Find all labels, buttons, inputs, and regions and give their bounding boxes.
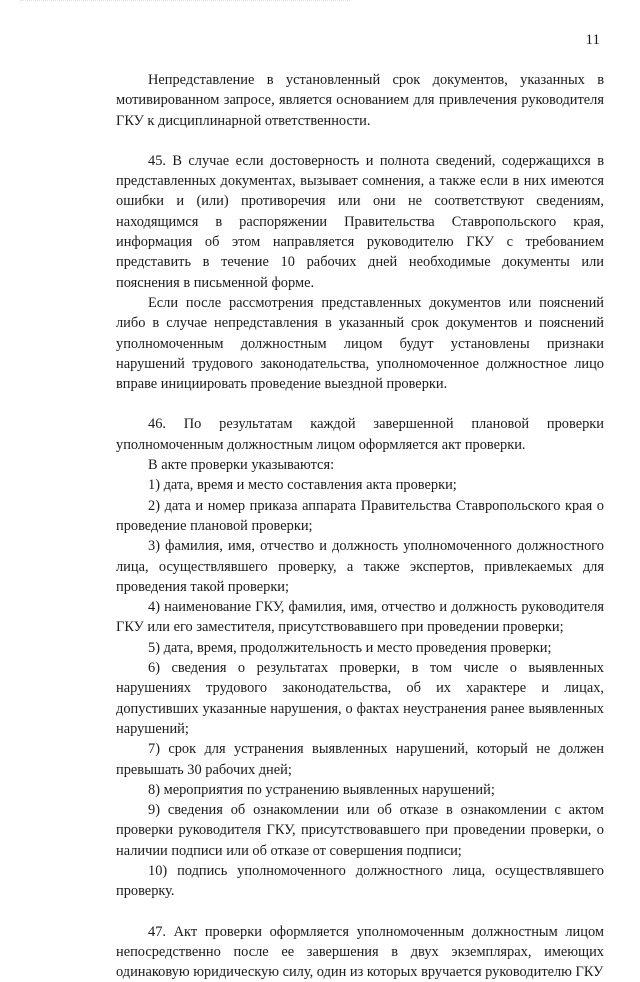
- paragraph-field-inspection: Если после рассмотрения представленных документов или пояснений либо в случае непредставления в указанный срок документов и пояснений уполномоченным должностным лицом будут установлены признаки нарушений трудового законодательства, уполномоченное должностное лицо вправе инициировать проведение выездной проверки.: [116, 294, 604, 393]
- list-item-1: 1) дата, время и место составления акта проверки;: [148, 477, 457, 494]
- list-item-6: 6) сведения о результатах проверки, в том числе о выявленных нарушениях трудового законодательства, об их характере и лицах, допустивших указанные нарушения, о фактах неустранения ранее выявленных нарушений;: [116, 660, 604, 737]
- list-item-2: 2) дата и номер приказа аппарата Правительства Ставропольского края о проведение плановой проверки;: [116, 497, 604, 534]
- list-item-7: 7) срок для устранения выявленных нарушений, который не должен превышать 30 рабочих дней;: [116, 741, 604, 778]
- document-body: [116, 70, 604, 982]
- paragraph-45: 45. В случае если достоверность и полнота сведений, содержащихся в представленных документах, вызывает сомнения, а также если в них имеются ошибки и (или) противоречия или они не соответствуют сведениям, находящимся в распоряжении Правительства Ставропольского края, информация об этом направляется руководителю ГКУ с требованием представить в течение 10 рабочих дней необходимые документы или пояснения в письменной форме.: [116, 152, 604, 291]
- paragraph-47: 47. Акт проверки оформляется уполномоченным должностным лицом непосредственно после ее завершения в двух экземплярах, имеющих одинаковую юридическую силу, один из которых вручается руководителю ГКУ: [116, 923, 604, 981]
- paragraph-gap: [116, 394, 604, 414]
- list-item-4: 4) наименование ГКУ, фамилия, имя, отчество и должность руководителя ГКУ или его заместителя, присутствовавшего при проведении проверки;: [116, 599, 604, 636]
- paragraph-46: 46. По результатам каждой завершенной плановой проверки уполномоченным должностным лицом оформляется акт проверки.: [116, 416, 604, 453]
- paragraph-act-contents-intro: В акте проверки указываются:: [148, 457, 335, 474]
- list-item-3: 3) фамилия, имя, отчество и должность уполномоченного должностного лица, осуществлявшего проверку, а также экспертов, привлекаемых для проведения такой проверки;: [116, 538, 604, 595]
- paragraph-disciplinary: Непредставление в установленный срок документов, указанных в мотивированном запросе, является основанием для привлечения руководителя ГКУ к дисциплинарной ответственности.: [116, 72, 604, 129]
- list-item-8: 8) мероприятия по устранению выявленных нарушений;: [148, 781, 495, 798]
- list-item-9: 9) сведения об ознакомлении или об отказе в ознакомлении с актом проверки руководителя ГКУ, присутствовавшего при проведении проверки, о наличии подписи или об отказе от совершения подписи;: [116, 802, 604, 859]
- list-item-5: 5) дата, время, продолжительность и место проведения проверки;: [148, 639, 552, 656]
- list-item-10: 10) подпись уполномоченного должностного лица, осуществлявшего проверку.: [116, 862, 604, 900]
- scan-artifact: [20, 0, 350, 9]
- page-number: 11: [585, 32, 600, 48]
- paragraph-gap: [116, 131, 604, 151]
